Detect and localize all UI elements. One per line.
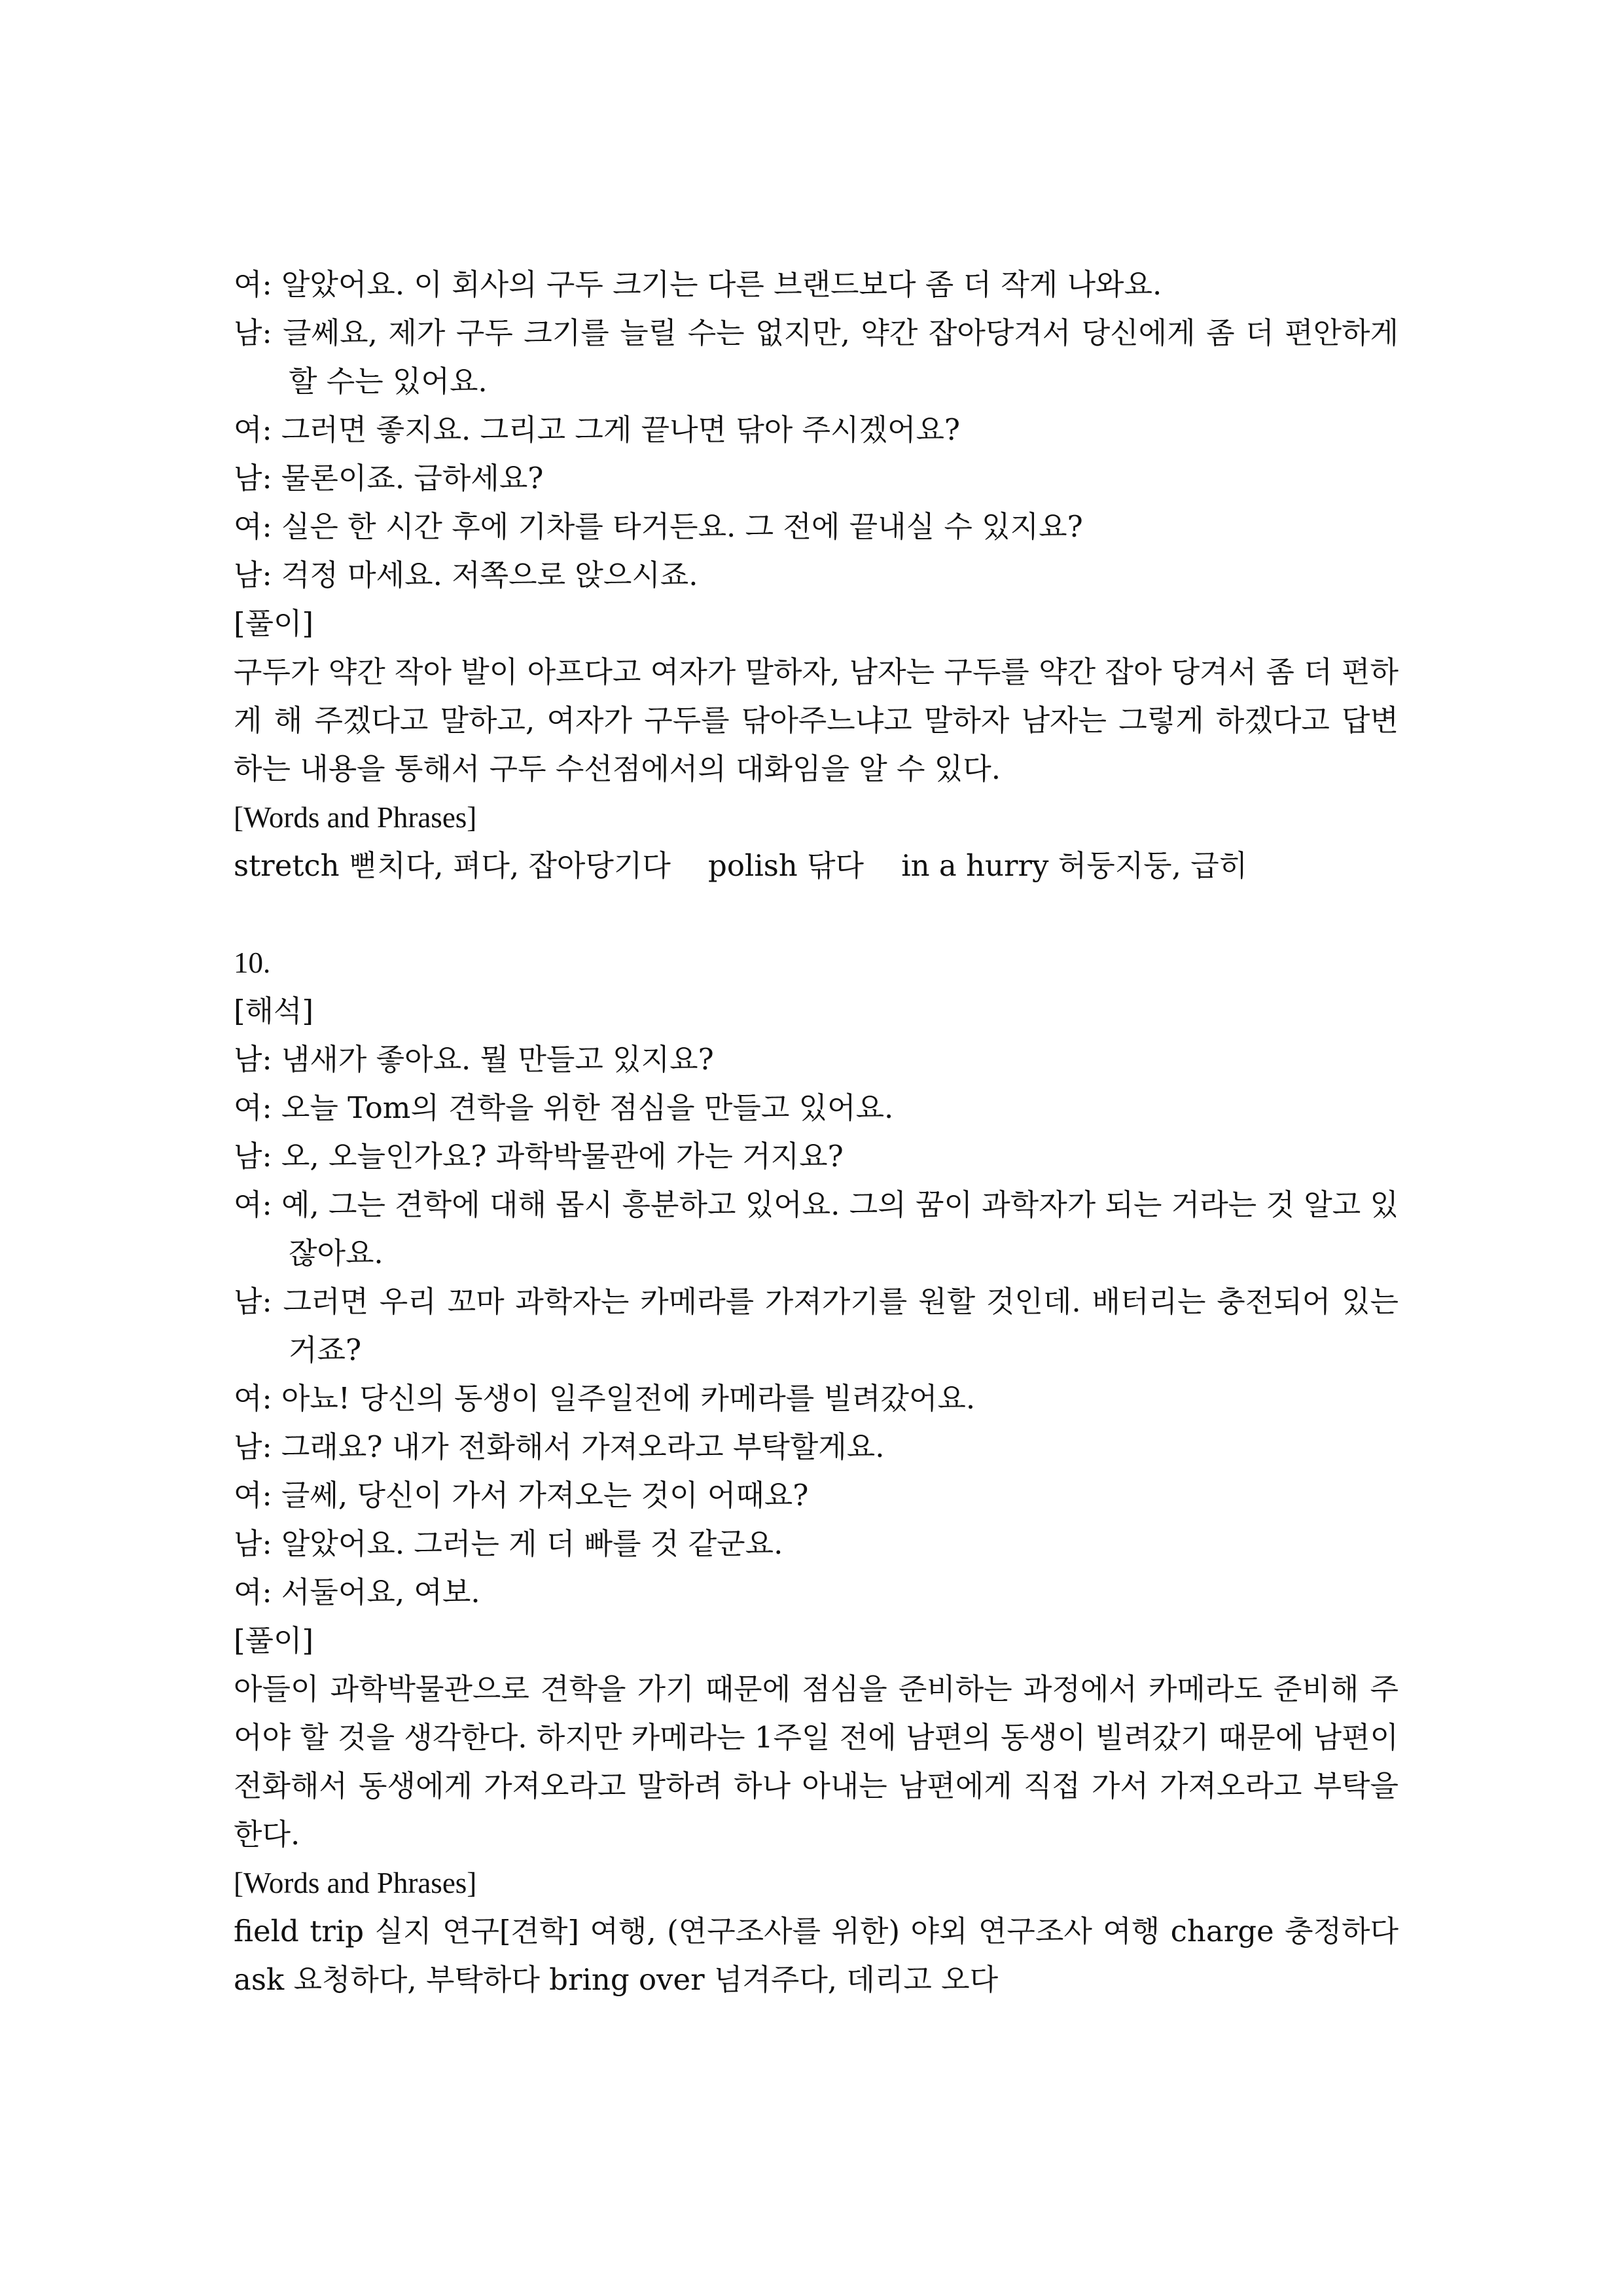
dialogue-line: 남: 글쎄요, 제가 구두 크기를 늘릴 수는 없지만, 약간 잡아당겨서 당신에게 좀 더 편안하게 할 수는 있어요. bbox=[234, 315, 1399, 399]
translation-heading: [해석] bbox=[234, 994, 314, 1028]
dialogue-line: 여: 아뇨! 당신의 동생이 일주일전에 카메라를 빌려갔어요. bbox=[234, 1381, 976, 1416]
section-9 bbox=[234, 260, 1399, 890]
explanation-heading: [풀이] bbox=[234, 606, 314, 641]
question-number: 10. bbox=[234, 946, 271, 979]
dialogue-line: 남: 그래요? 내가 전화해서 가져오라고 부탁할게요. bbox=[234, 1429, 885, 1464]
dialogue-line: 남: 그러면 우리 꼬마 과학자는 카메라를 가져가기를 원할 것인데. 배터리는 충전되어 있는 거죠? bbox=[234, 1284, 1399, 1367]
dialogue-line: 남: 걱정 마세요. 저쪽으로 앉으시죠. bbox=[234, 558, 698, 592]
words-text: stretch 뻗치다, 펴다, 잡아당기다 polish 닦다 in a hurry 허둥지둥, 급히 bbox=[234, 848, 1248, 883]
dialogue-line: 여: 실은 한 시간 후에 기차를 타거든요. 그 전에 끝내실 수 있지요? bbox=[234, 509, 1083, 544]
dialogue-line: 남: 알았어요. 그러는 게 더 빠를 것 같군요. bbox=[234, 1526, 783, 1561]
explanation-text: 아들이 과학박물관으로 견학을 가기 때문에 점심을 준비하는 과정에서 카메라도 준비해 주어야 할 것을 생각한다. 하지만 카메라는 1주일 전에 남편의 동생이 빌려갔기 때문에 남편이 전화해서 동생에게 가져오라고 말하려 하나 아내는 남편에게 직접 가서 가져오라고 부탁을 한다. bbox=[234, 1672, 1399, 1852]
dialogue-line: 여: 예, 그는 견학에 대해 몹시 흥분하고 있어요. 그의 꿈이 과학자가 되는 거라는 것 알고 있잖아요. bbox=[234, 1187, 1399, 1270]
dialogue-line: 여: 서둘어요, 여보. bbox=[234, 1575, 480, 1609]
dialogue-line: 남: 냄새가 좋아요. 뭘 만들고 있지요? bbox=[234, 1042, 714, 1077]
dialogue-line: 남: 물론이죠. 급하세요? bbox=[234, 461, 544, 495]
dialogue-line: 여: 글쎄, 당신이 가서 가져오는 것이 어때요? bbox=[234, 1478, 809, 1513]
words-text: field trip 실지 연구[견학] 여행, (연구조사를 위한) 야외 연구조사 여행 charge 충정하다 ask 요청하다, 부탁하다 bring over 넘겨주다, 데리고 오다 bbox=[234, 1914, 1399, 1997]
words-heading: [Words and Phrases] bbox=[234, 801, 477, 834]
dialogue-line: 남: 오, 오늘인가요? 과학박물관에 가는 거지요? bbox=[234, 1139, 844, 1174]
section-spacer bbox=[234, 890, 1399, 939]
dialogue-line: 여: 알았어요. 이 회사의 구두 크기는 다른 브랜드보다 좀 더 작게 나와요. bbox=[234, 267, 1162, 302]
dialogue-line: 여: 그러면 좋지요. 그리고 그게 끝나면 닦아 주시겠어요? bbox=[234, 412, 961, 447]
explanation-heading: [풀이] bbox=[234, 1623, 314, 1658]
section-10 bbox=[234, 939, 1399, 2004]
document-page bbox=[234, 260, 1399, 2004]
explanation-text: 구두가 약간 작아 발이 아프다고 여자가 말하자, 남자는 구두를 약간 잡아 당겨서 좀 더 편하게 해 주겠다고 말하고, 여자가 구두를 닦아주느냐고 말하자 남자는 그렇게 하겠다고 답변하는 내용을 통해서 구두 수선점에서의 대화임을 알 수 있다. bbox=[234, 655, 1399, 786]
words-heading: [Words and Phrases] bbox=[234, 1867, 477, 1899]
dialogue-line: 여: 오늘 Tom의 견학을 위한 점심을 만들고 있어요. bbox=[234, 1090, 894, 1125]
